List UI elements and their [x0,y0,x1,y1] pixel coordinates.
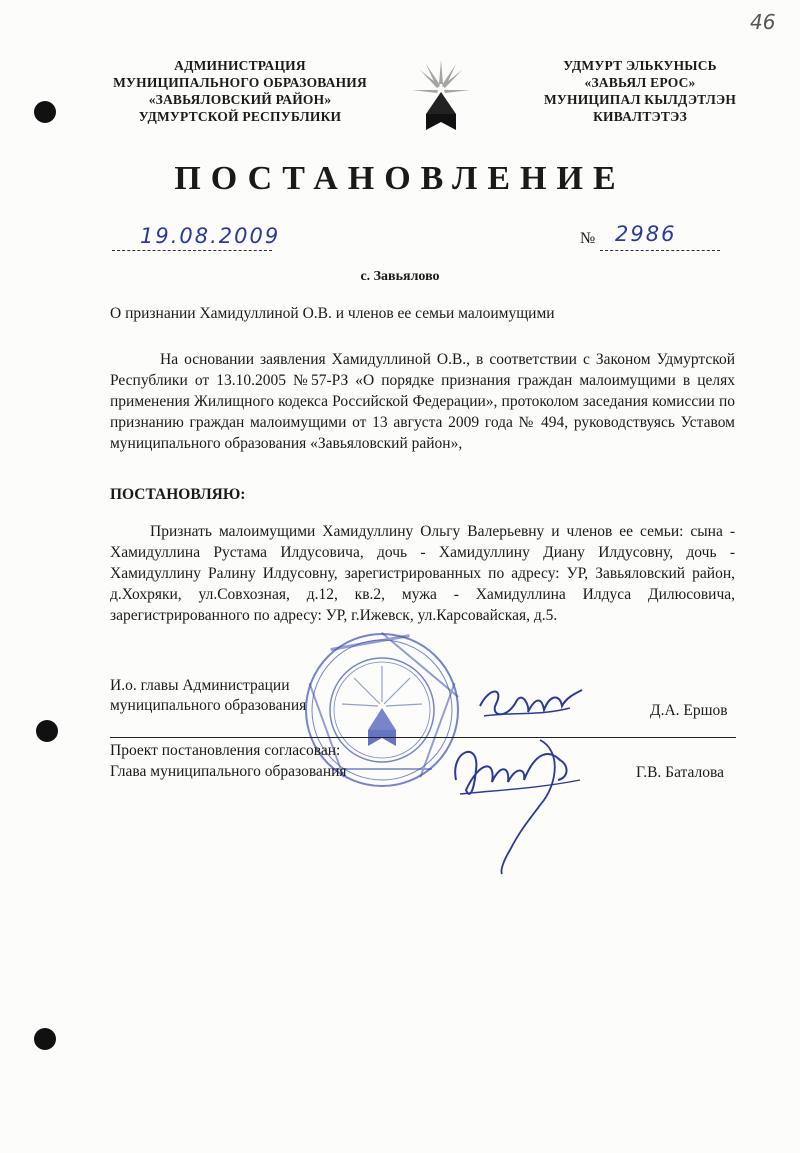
header-right-line: КИВАЛТЭТЭЗ [593,109,687,124]
binder-hole [36,720,58,742]
signer1-position [110,676,306,716]
date-line [112,250,272,252]
page-number: 46 [750,10,776,34]
signer1-position-line2: муниципального образования [110,697,307,714]
header-right-line: «ЗАВЬЯЛ ЕРОС» [584,75,696,90]
header-right-line: УДМУРТ ЭЛЬКУНЫСЬ [563,58,717,73]
signature-2 [440,720,600,880]
number-line [600,250,720,252]
approval-separator [110,737,736,738]
header-left-line: АДМИНИСТРАЦИЯ [174,58,306,73]
signer1-position-line1: И.о. главы Администрации [110,677,290,694]
number-label: № [580,230,596,247]
header-left-line: УДМУРТСКОЙ РЕСПУБЛИКИ [138,109,342,124]
approval-name: Г.В. Баталова [636,764,725,781]
header-right [510,57,770,125]
resolve-word: ПОСТАНОВЛЯЮ: [110,486,246,503]
header-left-line: «ЗАВЬЯЛОВСКИЙ РАЙОН» [148,92,332,107]
emblem-icon [410,56,472,134]
binder-hole [34,101,56,123]
resolution: Признать малоимущими Хамидуллину Ольгу Валерьевну и членов ее семьи: сына - Хамидуллина Рустама Илдусовича, дочь - Хамидуллину Диану Илдусовну, дочь - Хамидуллину Ралину Илдусовну, зарегистрированных по адресу: УР, Завьяловский район, д.Хохряки, ул.Совхозная, д.12, кв.2, мужа - Хамидуллина Илдуса Дилюсовича, зарегистрированного по адресу: УР, г.Ижевск, ул.Карсовайская, д.5. [110,523,735,624]
approval-line2: Глава муниципального образования [110,763,347,780]
date-handwritten: 19.08.2009 [140,224,281,248]
place: с. Завьялово [360,269,440,284]
number-handwritten: 2986 [615,222,677,246]
approval-block [110,740,347,782]
subject: О признании Хамидуллиной О.В. и членов ее семьи малоимущими [110,305,555,322]
preamble: На основании заявления Хамидуллиной О.В., в соответствии с Законом Удмуртской Республики от 13.10.2005 №57-РЗ «О порядке признания граждан малоимущими в целях применения Жилищного кодекса Российской Федерации», протоколом заседания комиссии по признанию граждан малоимущими от 13 августа 2009 года № 494, руководствуясь Уставом муниципального образования «Завьяловский район», [110,351,735,452]
approval-line1: Проект постановления согласован: [110,742,341,759]
header-right-line: МУНИЦИПАЛ КЫЛДЭТЛЭН [543,92,737,107]
document-title: ПОСТАНОВЛЕНИЕ [174,160,626,197]
signer1-name: Д.А. Ершов [650,702,728,719]
header-left-line: МУНИЦИПАЛЬНОГО ОБРАЗОВАНИЯ [113,75,367,90]
header-left [100,57,380,125]
binder-hole [34,1028,56,1050]
